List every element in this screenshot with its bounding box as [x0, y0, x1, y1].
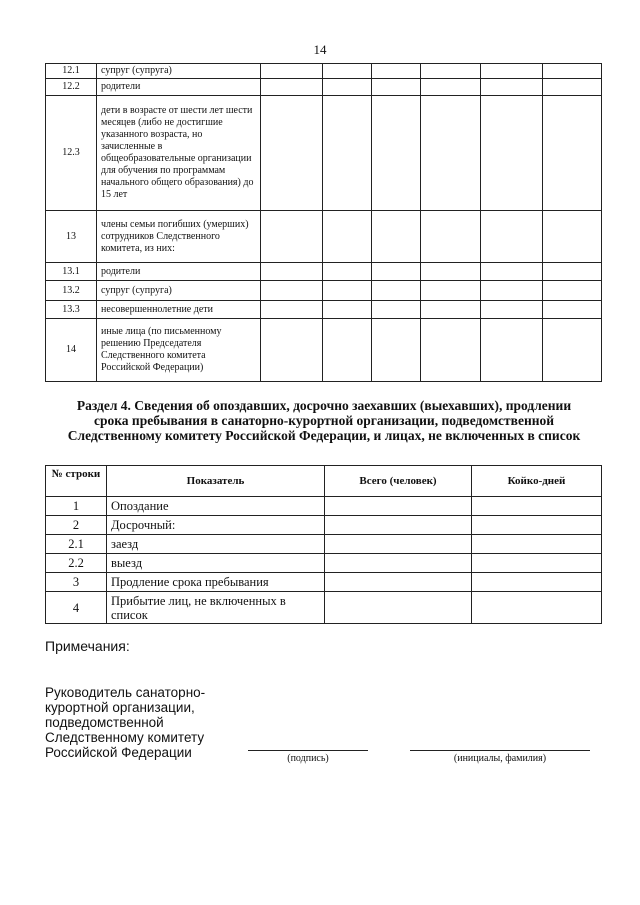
row-number: 2.1 — [46, 535, 107, 554]
row-label: заезд — [107, 535, 325, 554]
row-label: родители — [97, 263, 261, 281]
row-label: супруг (супруга) — [97, 64, 261, 79]
table-row — [46, 96, 602, 211]
table-row — [46, 301, 602, 319]
row-label: члены семьи погибших (умерших) сотрудников Следственного комитета, из них: — [97, 211, 261, 263]
table-row — [46, 263, 602, 281]
categories-table-continued — [45, 63, 602, 382]
initials-line — [410, 750, 590, 751]
row-label: Прибытие лиц, не включенных в список — [107, 592, 325, 624]
row-label: иные лица (по письменному решению Председателя Следственного комитета Российской Федерации) — [97, 319, 261, 382]
row-number: 3 — [46, 573, 107, 592]
row-number: 14 — [46, 319, 97, 382]
signature-caption: (подпись) — [287, 753, 329, 764]
table-row — [46, 592, 602, 624]
row-label: дети в возрасте от шести лет шести месяцев (либо не достигшие указанного возраста, но зачисленные в общеобразовательные организации для обучения по программам начального общего образования) до 15 лет — [97, 96, 261, 211]
row-number: 13 — [46, 211, 97, 263]
row-number: 13.2 — [46, 281, 97, 301]
header-bed-days: Койко-дней — [472, 466, 602, 497]
section-4-title: Раздел 4. Сведения об опоздавших, досрочно заехавших (выехавших), продлении срока пребывания в санаторно-курортной организации, подведомственной Следственному комитету Российской Федерации, и лицах, не включенных в список — [67, 398, 581, 443]
table-row — [46, 554, 602, 573]
table-row — [46, 573, 602, 592]
row-number: 2 — [46, 516, 107, 535]
row-label: Продление срока пребывания — [107, 573, 325, 592]
header-row-number: № строки — [46, 466, 107, 497]
row-number: 13.3 — [46, 301, 97, 319]
table-row — [46, 535, 602, 554]
row-label: несовершеннолетние дети — [97, 301, 261, 319]
table-row — [46, 211, 602, 263]
row-label: Досрочный: — [107, 516, 325, 535]
header-indicator: Показатель — [107, 466, 325, 497]
row-number: 2.2 — [46, 554, 107, 573]
table-row — [46, 281, 602, 301]
row-number: 12.1 — [46, 64, 97, 79]
header-total: Всего (человек) — [325, 466, 472, 497]
table-header-row — [46, 466, 602, 497]
table-row — [46, 497, 602, 516]
row-number: 13.1 — [46, 263, 97, 281]
head-title: Руководитель санаторно-курортной организации, подведомственной Следственному комитету Российской Федерации — [45, 685, 206, 760]
table-row — [46, 64, 602, 79]
row-label: выезд — [107, 554, 325, 573]
initials-caption: (инициалы, фамилия) — [453, 753, 547, 764]
row-label: родители — [97, 79, 261, 96]
row-label: супруг (супруга) — [97, 281, 261, 301]
section-4-table — [45, 465, 602, 624]
signature-line — [248, 750, 368, 751]
row-number: 1 — [46, 497, 107, 516]
table-row — [46, 319, 602, 382]
row-label: Опоздание — [107, 497, 325, 516]
row-number: 4 — [46, 592, 107, 624]
table-row — [46, 79, 602, 96]
row-number: 12.2 — [46, 79, 97, 96]
page-number: 14 — [313, 42, 327, 57]
row-number: 12.3 — [46, 96, 97, 211]
notes-label: Примечания: — [45, 638, 130, 654]
table-row — [46, 516, 602, 535]
